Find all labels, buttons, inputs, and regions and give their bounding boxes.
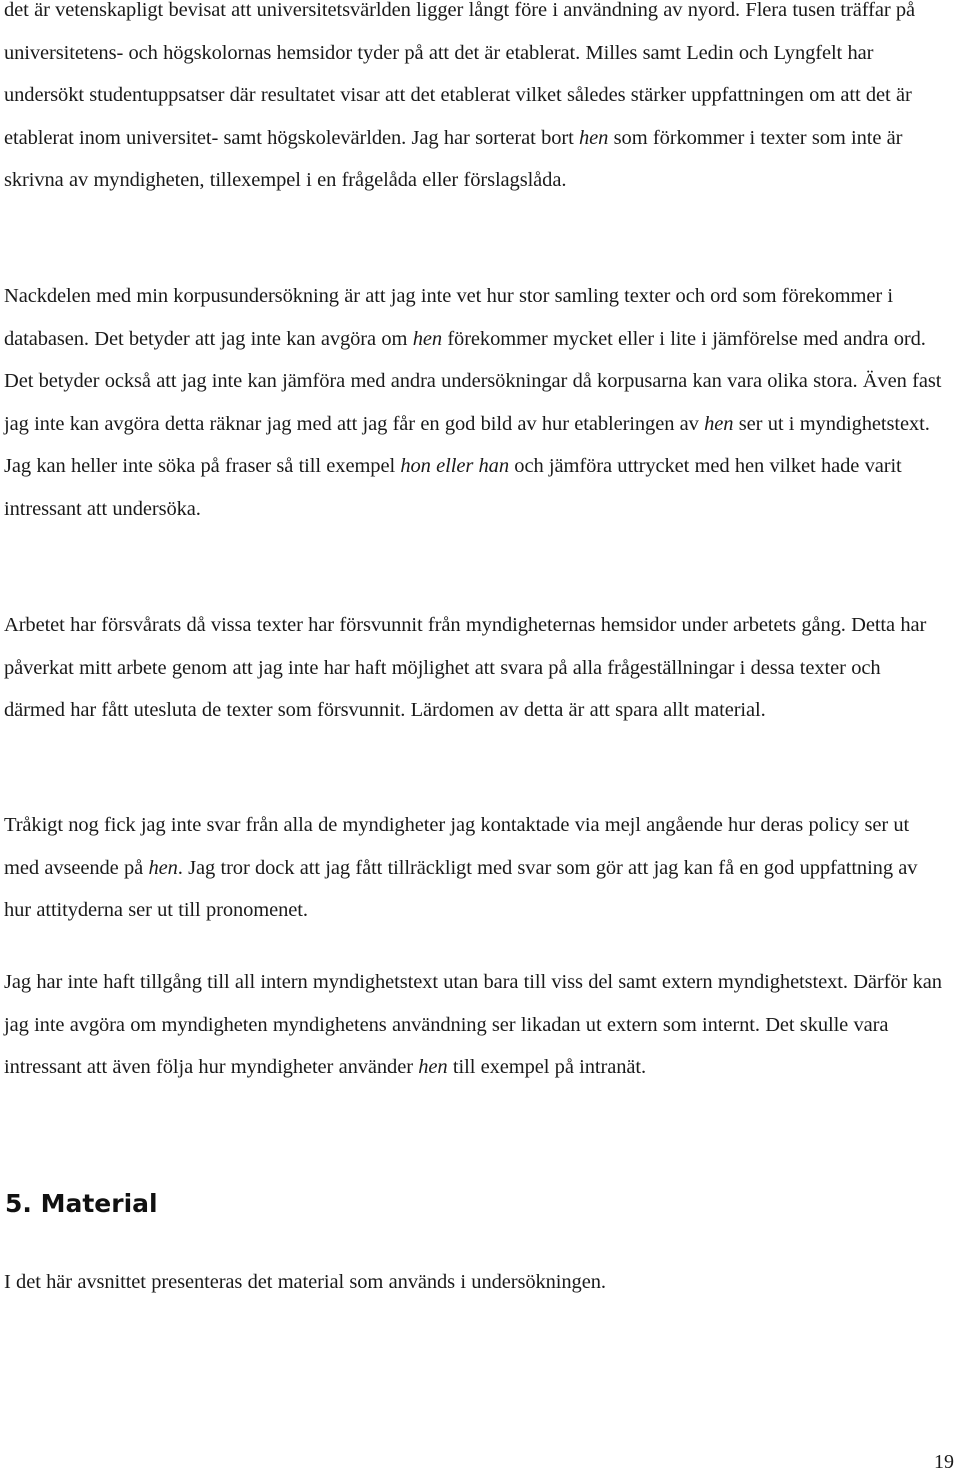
- paragraph-etablering: det är vetenskapligt bevisat att universitetsvärlden ligger långt före i användning av nyord. Flera tusen träffar på universitetens- och högskolornas hemsidor tyder på att det är etablerat. Milles samt Ledin och Lyngfelt har undersökt studentuppsatser där resultatet visar att det etablerat vilket således stärker uppfattningen om att det är etablerat inom universitet- samt högskolevärlden. Jag har sorterat bort hen som förkommer i texter som inte är skrivna av myndigheten, tillexempel i en frågelåda eller förslagslåda.: [4, 0, 916, 192]
- italic-term: hen: [704, 412, 734, 435]
- paragraph-material-intro: I det här avsnittet presenteras det material som används i undersökningen.: [4, 1271, 606, 1293]
- paragraph-arbetet: Arbetet har försvårats då vissa texter har försvunnit från myndigheternas hemsidor under arbetets gång. Detta har påverkat mitt arbete genom att jag inte har haft möjlighet att svara på alla frågeställningar i dessa texter och därmed har fått utesluta de texter som försvunnit. Lärdomen av detta är att spara allt material.: [4, 614, 927, 722]
- italic-term: hen: [579, 126, 609, 149]
- paragraph-trakigt: Tråkigt nog fick jag inte svar från alla de myndigheter jag kontaktade via mejl angående hur deras policy ser ut med avseende på hen. Jag tror dock att jag fått tillräckligt med svar som gör att jag kan få en god uppfattning av hur attityderna ser ut till pronomenet.: [4, 814, 918, 922]
- italic-phrase: hon eller han: [400, 455, 509, 478]
- italic-term: hen: [148, 856, 178, 879]
- italic-term: hen: [418, 1056, 448, 1079]
- paragraph-nackdelen: Nackdelen med min korpusundersökning är att jag inte vet hur stor samling texter och ord som förekommer i databasen. Det betyder att jag inte kan avgöra om hen förekommer mycket eller i lite i jämförelse med andra ord. Det betyder också att jag inte kan jämföra med andra undersökningar då korpusarna kan vara olika stora. Även fast jag inte kan avgöra detta räknar jag med att jag får en god bild av hur etableringen av hen ser ut i myndighetstext. Jag kan heller inte söka på fraser så till exempel hon eller han och jämföra uttrycket med hen vilket hade varit intressant att undersöka.: [4, 285, 942, 520]
- section-heading: 5. Material: [5, 1189, 158, 1218]
- italic-term: hen: [412, 327, 442, 350]
- page-number: 19: [934, 1451, 954, 1473]
- paragraph-intern-text: Jag har inte haft tillgång till all intern myndighetstext utan bara till viss del samt extern myndighetstext. Därför kan jag inte avgöra om myndigheten myndighetens användning ser likadan ut extern som internt. Det skulle vara intressant att även följa hur myndigheter använder hen till exempel på intranät.: [4, 971, 942, 1079]
